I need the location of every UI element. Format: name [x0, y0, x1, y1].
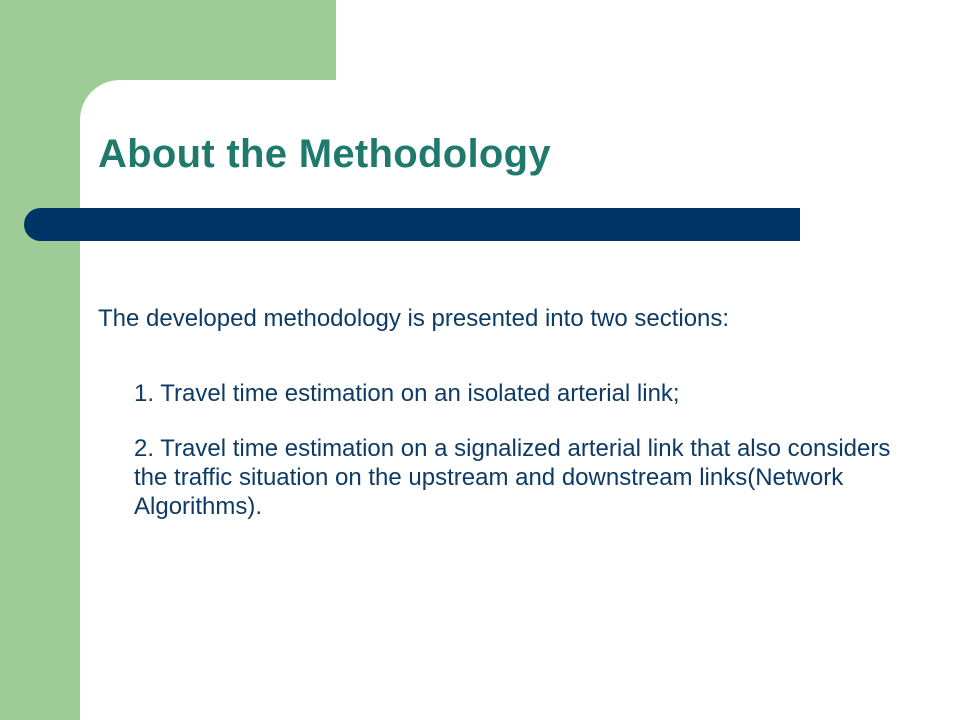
- intro-paragraph: The developed methodology is presented into two sections:: [98, 305, 730, 332]
- left-green-band: [0, 0, 80, 720]
- list-item-2: 2. Travel time estimation on a signalized arterial link that also considers the traffic situation on the upstream and downstream links(Network Algorithms).: [134, 435, 891, 520]
- top-green-block: [80, 0, 336, 80]
- list-item-1: 1. Travel time estimation on an isolated arterial link;: [134, 380, 680, 407]
- title-underline-bar: [24, 208, 800, 241]
- slide-body: [98, 304, 918, 521]
- slide-title: About the Methodology: [98, 132, 551, 176]
